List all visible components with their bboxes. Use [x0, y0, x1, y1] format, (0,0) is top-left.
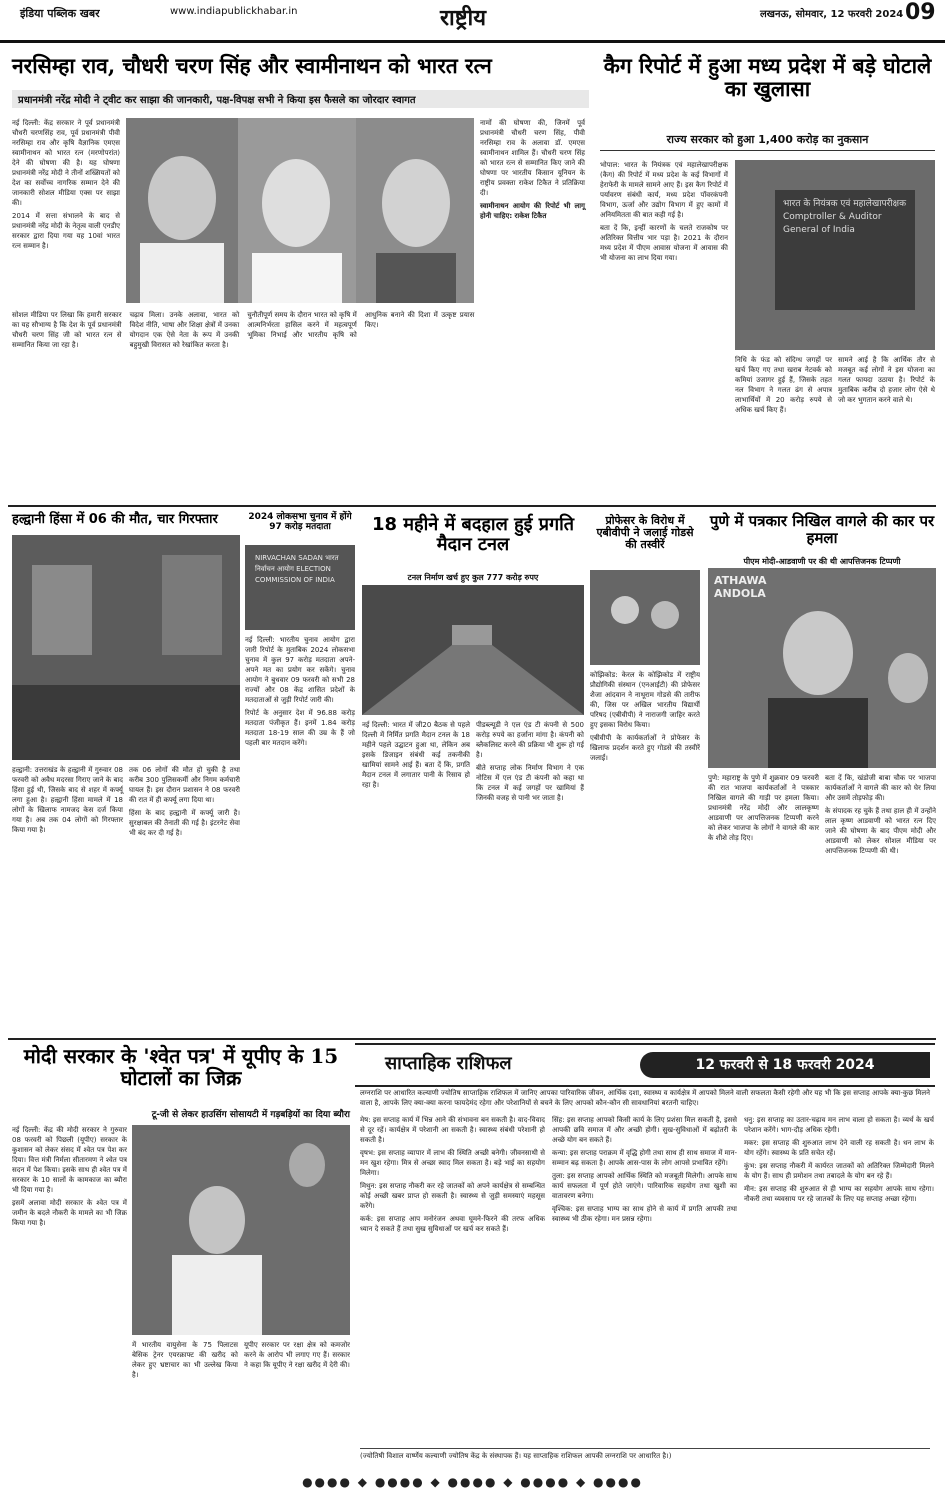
- story1-para: नामों की घोषणा की, जिनमें पूर्व प्रधानमंत्री चौधरी चरण सिंह, पीवी नरसिम्हा राव के अलावा डॉ. एमएस स्वामीनाथन शामिल हैं। चौधरी चरण सिंह को भारत रत्न से सम्मानित किए जाने की घोषणा पर भारतीय किसान यूनियन के राष्ट्रीय प्रवक्ता राकेश टिकैत ने प्रतिक्रिया दी।: [480, 119, 585, 197]
- story7-body: [708, 773, 936, 1035]
- headline-white-paper: मोदी सरकार के 'श्वेत पत्र' में यूपीए के 15 घोटालों का जिक्र: [23, 1044, 339, 1090]
- tunnel-image: [362, 585, 584, 715]
- headline-nikhil-wagle: पुणे में पत्रकार निखिल वागले की कार पर हमला: [709, 512, 935, 547]
- rashi-entry: कन्या: इस सप्ताह पराक्रम में वृद्धि होगी तथा साथ ही साथ समाज में मान-सम्मान बढ़ सकता है। आपके आस-पास के लोग आपसे प्रभावित रहेंगे।: [552, 1149, 737, 1167]
- story2-para: निधि के फंड को संदिग्ध जगहों पर खर्च किए गए तथा खराब नेटवर्क को कमियां उजागर हुई हैं, जिसके तहत नल विभाग ने गलत ढंग से अपात्र लाभार्थियों में 20 करोड़ रुपये से अधिक खर्च किए हैं।: [735, 356, 832, 414]
- photo-cag-building: [735, 160, 935, 350]
- rashi-entry: वृश्चिक: इस सप्ताह भाग्य का साथ होने से कार्य में प्रगति आपकी तथा स्वास्थ्य भी ठीक रहेगा। मन प्रसन्न रहेगा।: [552, 1205, 737, 1223]
- story1-bottom: [12, 310, 592, 500]
- rashi-entry: धनु: इस सप्ताह का उतार-चढ़ाव मन लाभ वाला हो सकता है। व्यर्थ के खर्च परेशान करेंगे। भाग-दौड़ अधिक रहेगी।: [744, 1116, 934, 1134]
- rashi-entry: वृषभ: इस सप्ताह व्यापार में लाभ की स्थिति अच्छी बनेगी। जीवनसाथी से मन खुश रहेगा। मित्र से अच्छा स्वाद मिल सकता है। बड़े भाई का सहयोग मिलेगा।: [360, 1149, 545, 1177]
- story3-body: [12, 765, 240, 1035]
- story1-para: नई दिल्ली: केंद्र सरकार ने पूर्व प्रधानमंत्री चौधरी चरणसिंह राव, पूर्व प्रधानमंत्री पीवी नरसिम्हा राव और कृषि वैज्ञानिक एमएस स्वामीनाथन को भारत रत्न (मरणोपरांत) देने की घोषणा की है। यह घोषणा प्रधानमंत्री नरेंद्र मोदी ने तीनों शख्सियतों को देश का सर्वोच्च नागरिक सम्मान देने की जानकारी सोशल मीडिया एक्स पर साझा की।: [12, 119, 120, 207]
- horoscope-intro: लग्नराशि पर आधारित कल्याणी ज्योतिष साप्ताहिक राशिफल में जानिए आपका पारिवारिक जीवन, आर्थिक दशा, स्वास्थ्य व कार्यक्षेत्र में आपको मिलने वाली सफलता कैसी रहेगी और यह भी कि इस सप्ताह आपके क्या-कुछ मिलने वाला है, आपके लिए क्या-क्या करना फायदेमंद रहेगा और परेशानियों से बचने के लिए आपको कौन-कौन सी सावधानियां बरतनी चाहिए।: [360, 1089, 930, 1107]
- story3-para: तक 06 लोगों की मौत हो चुकी है तथा करीब 300 पुलिसकर्मी और निगम कर्मचारी घायल हैं। इस दौरान प्रशासन ने 08 फरवरी की रात में ही कर्फ्यू लगा दिया था।: [129, 766, 240, 804]
- story4-body: [245, 635, 355, 1035]
- parliament-image: [132, 1125, 350, 1335]
- story6-para: एबीवीपी के कार्यकर्ताओं ने प्रोफेसर के खिलाफ प्रदर्शन करते हुए गोडसे की तस्वीरें जलाईं।: [590, 734, 700, 762]
- horoscope-dates: 12 फरवरी से 18 फरवरी 2024: [640, 1052, 930, 1078]
- story8-para: यूपीए सरकार पर रक्षा क्षेत्र को कमजोर करने के आरोप भी लगाए गए हैं। सरकार ने कहा कि यूपीए ने रक्षा खरीद में देरी की।: [244, 1341, 350, 1369]
- photo-narasimha-rao: [238, 118, 356, 303]
- headline-bharat-ratna: नरसिम्हा राव, चौधरी चरण सिंह और स्वामीनाथन को भारत रत्न: [12, 53, 492, 78]
- portrait-charan-singh: [126, 118, 238, 303]
- story6-body: [590, 670, 700, 1035]
- rashi-entry: कुंभ: इस सप्ताह नौकरी में कार्यरत जातकों को अतिरिक्त जिम्मेदारी मिलने के योग हैं। साथ ही प्रमोशन तथा तबादले के योग बन रहे हैं।: [744, 1162, 934, 1180]
- crowd-image: [12, 535, 240, 760]
- story1-col-right: [480, 118, 585, 224]
- story2-para: सामने आई है कि आर्थिक तौर से मजबूत कई लोगों ने इस योजना का गलत फायदा उठाया है। रिपोर्ट के मुताबिक करीब दो हजार लोग ऐसे थे जो कर भुगतान करने वाले थे।: [838, 356, 935, 404]
- horoscope-col3: [744, 1115, 934, 1445]
- photo-nikhil-wagle: [708, 568, 936, 768]
- protest-image: [590, 570, 700, 665]
- subhead-bharat-ratna: प्रधानमंत्री नरेंद्र मोदी ने ट्वीट कर साझा की जानकारी, पक्ष-विपक्ष सभी ने किया इस फैसले का जोरदार स्वागत: [12, 90, 589, 108]
- story1-crosshead: स्वामीनाथन आयोग की रिपोर्ट भी लागू होनी चाहिए: राकेश टिकैत: [480, 202, 585, 220]
- story8-col1: [12, 1125, 127, 1465]
- divider: [8, 505, 936, 507]
- page-header: [0, 0, 945, 43]
- headline-abvp: प्रोफेसर के विरोध में एबीवीपी ने जलाई गोडसे की तस्वीरें: [596, 514, 694, 552]
- rashi-entry: तुला: इस सप्ताह आपको आर्थिक स्थिति को मजबूती मिलेगी। आपके साथ कार्य सफलता में पूर्ण होते जाएंगे। पारिवारिक सहयोग तथा खुशी का वातावरण बनेगा।: [552, 1172, 737, 1200]
- headline-tunnel: 18 महीने में बदहाल हुई प्रगति मैदान टनल: [371, 514, 575, 555]
- story1-para: 2014 में सत्ता संभालने के बाद से प्रधानमंत्री नरेंद्र मोदी के नेतृत्व वाली एनडीए सरकार द्वारा दिया गया यह 10वां भारत रत्न सम्मान है।: [12, 212, 120, 250]
- section-title: राष्ट्रीय: [440, 5, 487, 31]
- story4-para: रिपोर्ट के अनुसार देश में 96.88 करोड़ मतदाता पंजीकृत हैं। इनमें 1.84 करोड़ मतदाता 18-19 साल की उम्र के हैं जो पहली बार मतदान करेंगे।: [245, 709, 355, 747]
- subhead-nikhil-wagle: पीएम मोदी-आडवाणी पर की थी आपत्तिजनक टिप्पणी: [743, 557, 901, 566]
- photo-sitharaman: [132, 1125, 350, 1335]
- story1-para: सोशल मीडिया पर लिखा कि हमारी सरकार का यह सौभाग्य है कि देश के पूर्व प्रधानमंत्री चौधरी चरण सिंह जी को भारत रत्न से सम्मानित किया जा रहा है।: [12, 311, 122, 349]
- story3-para: हिंसा के बाद हल्द्वानी में कर्फ्यू जारी है। सुरक्षाबल की तैनाती की गई है। इंटरनेट सेवा भी बंद कर दी गई है।: [129, 809, 240, 837]
- story4-para: नई दिल्ली: भारतीय चुनाव आयोग द्वारा जारी रिपोर्ट के मुताबिक 2024 लोकसभा चुनाव में कुल 97 करोड़ मतदाता अपने-अपने मत का प्रयोग कर सकेंगे। चुनाव आयोग ने बुधवार 09 फरवरी को सभी 28 राज्यों और 08 केंद्र शासित प्रदेशों के मतदाताओं से जुड़ी रिपोर्ट जारी की।: [245, 636, 355, 704]
- story2-col1: [600, 160, 728, 266]
- portrait-narasimha-rao: [238, 118, 356, 303]
- website-url[interactable]: www.indiapublickhabar.in: [170, 6, 298, 17]
- story5-para: नई दिल्ली: भारत में जी20 बैठक से पहले दिल्ली में निर्मित प्रगति मैदान टनल के 18 महीने पहले उद्घाटन हुआ था, लेकिन अब इसके डिजाइन संबंधी कई तकनीकी खामियां सामने आई हैं। बता दें कि, प्रगति मैदान टनल में लगातार पानी के रिसाव हो रहा है।: [362, 721, 470, 789]
- photo-election-commission: [245, 545, 355, 630]
- story1-para: चढ़ाव मिला। उनके अलावा, भारत को विदेश नीति, भाषा और शिक्षा क्षेत्रों में उनका योगदान एक ऐसे नेता के रूप में उनकी बहुमुखी विरासत को रेखांकित करता है।: [129, 311, 240, 349]
- rashi-entry: मेष: इस सप्ताह कार्य में भिन्न आने की संभावना बन सकती है। वाद-विवाद से दूर रहें। कार्यक्षेत्र में परेशानी आ सकती है। स्वास्थ्य संबंधी परेशानी हो सकती है।: [360, 1116, 545, 1144]
- story5-body: [362, 720, 584, 1035]
- horoscope-col1: [360, 1115, 545, 1445]
- rashi-entry: मीन: इस सप्ताह की शुरुआत से ही भाग्य का सहयोग आपके साथ रहेगा। नौकरी तथा व्यवसाय पर रहे जातकों के लिए यह सप्ताह अच्छा रहेगा।: [744, 1185, 934, 1203]
- horoscope-title: साप्ताहिक राशिफल: [385, 1053, 512, 1074]
- edition-date: लखनऊ, सोमवार, 12 फरवरी 2024: [760, 9, 904, 20]
- story2-col-bottom: [735, 355, 935, 415]
- story7-para: बता दें कि, खंडोजी बाबा चौक पर भाजपा कार्यकर्ताओं ने वागले की कार को घेर लिया और उसमें तोड़फोड़ की।: [825, 774, 936, 802]
- story7-para: पुणे: महाराष्ट्र के पुणे में शुक्रवार 09 फरवरी की रात भाजपा कार्यकर्ताओं ने पत्रकार निखिल वागले की गाड़ी पर हमला किया। प्रधानमंत्री नरेंद्र मोदी और लालकृष्ण आडवाणी पर आपत्तिजनक टिप्पणी करने को लेकर भाजपा के लोगों ने वागले की कार के शीशे तोड़ दिए।: [708, 774, 819, 842]
- story7-para: के संपादक रह चुके हैं तथा हाल ही में उन्होंने लाल कृष्ण आडवाणी को भारत रत्न दिए जाने की घोषणा के बाद पीएम मोदी और आडवाणी को लेकर सोशल मीडिया पर आपत्तिजनक टिप्पणी की थी।: [825, 807, 936, 855]
- horoscope-col2: [552, 1115, 737, 1445]
- story2-para: बता दें कि, इन्हीं कारणों के चलते राजकोष पर अतिरिक्त वित्तीय भार पड़ा है। 2021 के दौरान मध्य प्रदेश में पीएम आवास योजना में आवास की भी योजना का लाभ दिया गया।: [600, 224, 728, 262]
- portrait-swaminathan: [356, 118, 474, 303]
- subhead-cag-report: राज्य सरकार को हुआ 1,400 करोड़ का नुकसान: [600, 132, 935, 151]
- headline-cag-report: कैग रिपोर्ट में हुआ मध्य प्रदेश में बड़े घोटाले का खुलासा: [603, 53, 932, 102]
- photo-pragati-tunnel: [362, 585, 584, 715]
- story2-para: भोपाल: भारत के नियंत्रक एवं महालेखापरीक्षक (कैग) की रिपोर्ट में मध्य प्रदेश के कई विभागों में हेराफेरी के मामले सामने आए हैं। इस कैग रिपोर्ट में पर्यावरण संबंधी कार्य, मध्य प्रदेश पॉवरकंपनी विभाग, ऊर्जा और उद्योग विभाग में हुए कामों में अनियमितता की बात कही गई है।: [600, 161, 728, 219]
- rashi-entry: मिथुन: इस सप्ताह नौकरी कर रहे जातकों को अपने कार्यक्षेत्र से सम्बन्धित कोई अच्छी खबर प्राप्त हो सकती है। स्वास्थ्य से जुड़ी समस्याएं महसूस करेंगे।: [360, 1182, 545, 1210]
- rashi-entry: मकर: इस सप्ताह की शुरुआत लाभ देने वाली रह सकती है। धन लाभ के योग रहेंगे। स्वास्थ्य के प्रति सचेत रहें।: [744, 1139, 934, 1157]
- headline-election: 2024 लोकसभा चुनाव में होंगे 97 करोड़ मतदाता: [248, 512, 352, 532]
- story3-para: हल्द्वानी: उत्तराखंड के हल्द्वानी में गुरुवार 08 फरवरी को अवैध मदरसा गिराए जाने के बाद हिंसा हुई थी, जिसके बाद से शहर में कर्फ्यू लगा हुआ है। हल्द्वानी हिंसा मामले में 18 लोगों के खिलाफ नामजद केस दर्ज किया गया है। अब तक 04 लोगों को गिरफ्तार किया गया है।: [12, 766, 123, 834]
- story5-para: पीडब्ल्यूडी ने एल एंड टी कंपनी से 500 करोड़ रुपये का हर्जाना मांगा है। कंपनी को ब्लैकलिस्ट करने की प्रक्रिया भी शुरू हो गई है।: [476, 721, 584, 759]
- photo-swaminathan: [356, 118, 474, 303]
- banner-text: ATHAWA ANDOLA: [714, 574, 767, 600]
- story8-bottom: [132, 1340, 350, 1465]
- rashi-entry: सिंह: इस सप्ताह आपको किसी कार्य के लिए प्रशंसा मिल सकती है, इससे आपकी छवि समाज में और अच्छी होगी। सुख-सुविधाओं में बढ़ोतरी के अच्छे योग बन सकते हैं।: [552, 1116, 737, 1144]
- photo-charan-singh: [126, 118, 238, 303]
- cag-seal-plate: भारत के नियंत्रक एवं महालेखापरीक्षक Comptroller & Auditor General of India: [775, 190, 915, 310]
- story8-para: में भारतीय वायुसेना के 75 पिलाटस बेसिक ट्रेनर एयरक्राफ्ट की खरीद को लेकर हुए भ्रष्टाचार का भी उल्लेख किया है।: [132, 1341, 238, 1379]
- horoscope-footer: (ज्योतिषी विशाल वार्ष्णेय कल्याणी ज्योतिष केंद्र के संस्थापक हैं। यह साप्ताहिक राशिफल आपकी लग्नराशि पर आधारित है।): [360, 1448, 930, 1461]
- speaker-image: [708, 568, 936, 768]
- headline-haldwani: हल्द्वानी हिंसा में 06 की मौत, चार गिरफ्तार: [12, 512, 218, 527]
- story5-para: बीते सप्ताह लोक निर्माण विभाग ने एक नोटिस में एल एंड टी कंपनी को कहा था कि टनल में कई जगहों पर खामियां हैं जिनकी वजह से पानी भर जाता है।: [476, 764, 584, 802]
- divider: [8, 1038, 936, 1040]
- page-number: 09: [905, 0, 936, 25]
- story8-para: इसमें अलावा मोदी सरकार के श्वेत पत्र में जमीन के बदले नौकरी के मामले का भी जिक्र किया गया है।: [12, 1199, 127, 1227]
- story6-para: कोझिकोड: केरल के कोझिकोड में राष्ट्रीय प्रौद्योगिकी संस्थान (एनआईटी) की प्रोफेसर शैजा आंदवान ने नाथूराम गोडसे की तारीफ की, जिस पर अखिल भारतीय विद्यार्थी परिषद (एबीवीपी) ने नाराजगी जाहिर करते हुए इसका विरोध किया।: [590, 671, 700, 729]
- paper-name: इंडिया पब्लिक खबर: [20, 7, 100, 20]
- story1-para: चुनौतीपूर्ण समय के दौरान भारत को कृषि में आत्मनिर्भरता हासिल करने में महत्वपूर्ण भूमिका निभाई और भारतीय कृषि को आधुनिक बनाने की दिशा में उत्कृष्ट प्रयास किए।: [247, 311, 475, 339]
- page-footer-ornament: ●●●● ◆ ●●●● ◆ ●●●● ◆ ●●●● ◆ ●●●●: [302, 1475, 643, 1489]
- story1-col1: [12, 118, 120, 254]
- subhead-white-paper: टू-जी से लेकर हाउसिंग सोसायटी में गड़बड़ियों का दिया ब्यौरा: [151, 1110, 350, 1120]
- photo-haldwani-crowd: [12, 535, 240, 760]
- subhead-tunnel: टनल निर्माण खर्च हुए कुल 777 करोड़ रुपए: [407, 573, 539, 582]
- rashi-entry: कर्क: इस सप्ताह आप मनोरंजन अथवा घूमने-फिरने की तरफ अधिक ध्यान दे सकते हैं तथा सुख सुविधाओं पर खर्च कर सकते हैं।: [360, 1215, 545, 1233]
- election-sign: NIRVACHAN SADAN भारत निर्वाचन आयोग ELECTION COMMISSION OF INDIA: [255, 554, 339, 584]
- story8-para: नई दिल्ली: केंद्र की मोदी सरकार ने गुरुवार 08 फरवरी को पिछली (यूपीए) सरकार के कुशासन को लेकर संसद में श्वेत पत्र पेश कर दिया। वित्त मंत्री निर्मला सीतारमण ने श्वेत पत्र सदन में पेश किया। इसके साथ ही श्वेत पत्र में सरकार के 10 सालों के कामकाज का ब्यौरा भी दिया गया है।: [12, 1126, 127, 1194]
- photo-abvp-protest: [590, 570, 700, 665]
